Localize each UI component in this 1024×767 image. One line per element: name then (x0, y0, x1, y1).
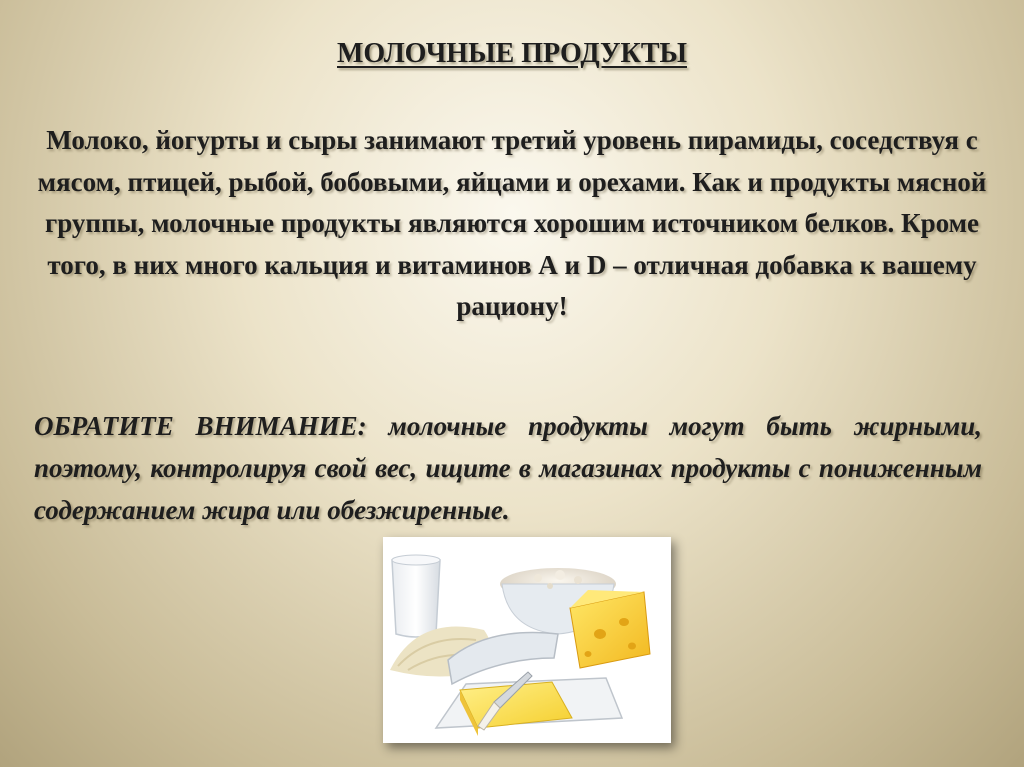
attention-note-body: молочные продукты могут быть жирными, поэтому, контролируя свой вес, ищите в магазинах продукты с пониженным содержанием жира или обезжиренные. (34, 411, 982, 525)
attention-note-lead: ОБРАТИТЕ ВНИМАНИЕ: (34, 411, 367, 441)
dairy-products-illustration (388, 542, 666, 738)
attention-note (34, 405, 982, 531)
dairy-products-photo (383, 537, 671, 743)
slide-title-text: МОЛОЧНЫЕ ПРОДУКТЫ (337, 38, 687, 69)
slide-title (0, 38, 1024, 70)
cheese-wedge-icon (570, 590, 650, 668)
milk-glass-icon (392, 555, 440, 637)
intro-paragraph: Молоко, йогурты и сыры занимают третий уровень пирамиды, соседствуя с мясом, птицей, рыбой, бобовыми, яйцами и орехами. Как и продукты мясной группы, молочные продукты являются хорошим источником белков. Кроме того, в них много кальция и витаминов А и D – отличная добавка к вашему рациону! (37, 125, 987, 321)
